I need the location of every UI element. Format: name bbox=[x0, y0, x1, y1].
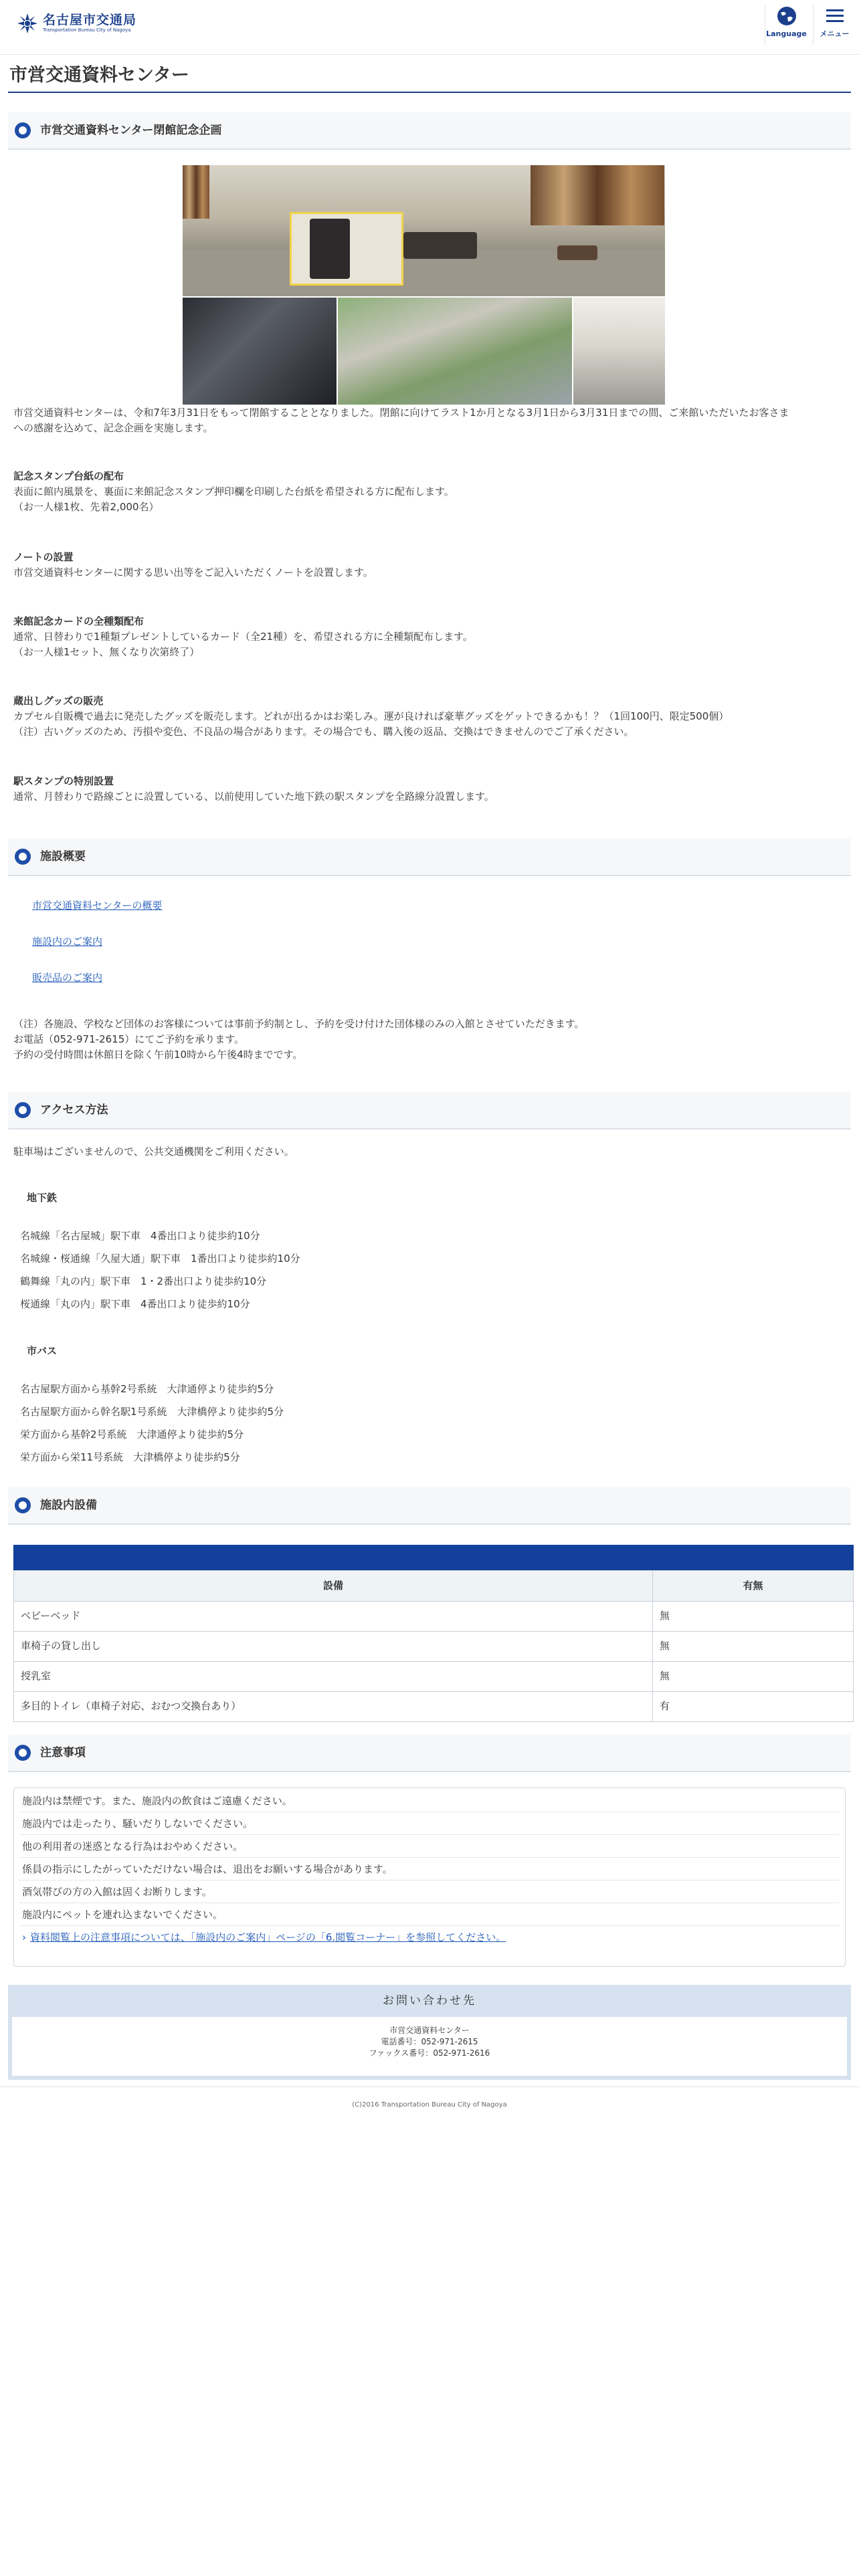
link-goods-guide[interactable]: 販売品のご案内 bbox=[32, 972, 103, 984]
equipment-name: 多目的トイレ（車椅子対応、おむつ交換台あり） bbox=[14, 1692, 653, 1722]
section-marker-icon bbox=[15, 1745, 31, 1761]
footer-divider bbox=[0, 2086, 859, 2087]
contact-title: お問い合わせ先 bbox=[383, 1994, 476, 2008]
section-marker-icon bbox=[15, 1497, 31, 1513]
table-row bbox=[14, 1602, 854, 1632]
parking-note: 駐車場はございませんので、公共交通機関をご利用ください。 bbox=[13, 1146, 294, 1158]
section-title: 注意事項 bbox=[40, 1745, 86, 1759]
bus-label: 市バス bbox=[27, 1345, 58, 1357]
site-header bbox=[0, 0, 859, 55]
section-heading-facilities bbox=[8, 1487, 851, 1525]
equipment-name: 授乳室 bbox=[14, 1662, 653, 1692]
bus-route: 栄方面から栄11号系統 大津橋停より徒歩約5分 bbox=[20, 1451, 240, 1463]
section-title: 市営交通資料センター閉館記念企画 bbox=[40, 123, 222, 137]
item-line: 表面に館内風景を、裏面に来館記念スタンプ押印欄を印刷した台紙を希望される方に配布します。 bbox=[13, 486, 454, 498]
item-line: 通常、月替わりで路線ごとに設置している、以前使用していた地下鉄の駅スタンプを全路線分設置します。 bbox=[13, 790, 494, 802]
subway-route: 鶴舞線「丸の内」駅下車 1・2番出口より徒歩約10分 bbox=[20, 1275, 267, 1287]
item-line: 通常、日替わりで1種類プレゼントしているカード（全21種）を、希望される方に全種類配布します。 bbox=[13, 631, 473, 643]
exhibit-photo-main bbox=[183, 165, 665, 296]
notice-item: 施設内は禁煙です。また、施設内の飲食はご遠慮ください。 bbox=[19, 1790, 840, 1812]
notice-box bbox=[13, 1788, 846, 1967]
table-row bbox=[14, 1662, 854, 1692]
col-availability: 有無 bbox=[653, 1571, 854, 1602]
table-row bbox=[14, 1632, 854, 1662]
subway-label: 地下鉄 bbox=[27, 1192, 58, 1204]
equipment-availability: 無 bbox=[653, 1602, 854, 1632]
logo-title: 名古屋市交通局 bbox=[43, 13, 137, 28]
item-title: 来館記念カードの全種類配布 bbox=[13, 615, 145, 627]
closing-intro-line-2: への感謝を込めて、記念企画を実施します。 bbox=[13, 422, 213, 434]
item-line: 市営交通資料センターに関する思い出等をご記入いただくノートを設置します。 bbox=[13, 566, 373, 578]
bus-route: 名古屋駅方面から基幹2号系統 大津通停より徒歩約5分 bbox=[20, 1383, 274, 1395]
col-equipment: 設備 bbox=[14, 1571, 653, 1602]
notice-item: 施設内にペットを連れ込まないでください。 bbox=[19, 1903, 840, 1926]
subway-route: 名城線「名古屋城」駅下車 4番出口より徒歩約10分 bbox=[20, 1230, 260, 1242]
section-marker-icon bbox=[15, 122, 31, 138]
notice-item: 酒気帯びの方の入館は固くお断りします。 bbox=[19, 1881, 840, 1903]
item-title: 記念スタンプ台紙の配布 bbox=[13, 470, 124, 482]
equipment-availability: 無 bbox=[653, 1662, 854, 1692]
exhibit-photo-diorama bbox=[338, 298, 572, 405]
item-line: カプセル自販機で過去に発売したグッズを販売します。どれが出るかはお楽しみ。運が良ければ豪華グッズをゲットできるかも！？（1回100円、限定500個） bbox=[13, 710, 729, 722]
link-facility-guide[interactable]: 施設内のご案内 bbox=[32, 936, 103, 948]
equipment-name: 車椅子の貸し出し bbox=[14, 1632, 653, 1662]
logo-mark-icon bbox=[16, 12, 39, 35]
reservation-phone: お電話（052-971-2615）にてご予約を承ります。 bbox=[13, 1033, 245, 1045]
item-title: ノートの設置 bbox=[13, 551, 74, 563]
contact-name: 市営交通資料センター bbox=[389, 2026, 470, 2035]
logo-subtitle: Transportation Bureau City of Nagoya bbox=[43, 27, 131, 33]
reservation-hours: 予約の受付時間は休館日を除く午前10時から午後4時までです。 bbox=[13, 1049, 303, 1061]
site-logo[interactable] bbox=[16, 12, 136, 35]
section-marker-icon bbox=[15, 1102, 31, 1118]
title-divider bbox=[8, 92, 851, 93]
section-heading-access bbox=[8, 1092, 851, 1130]
bus-route: 栄方面から基幹2号系統 大津通停より徒歩約5分 bbox=[20, 1428, 244, 1440]
section-title: アクセス方法 bbox=[40, 1103, 108, 1117]
item-title: 蔵出しグッズの販売 bbox=[13, 695, 104, 707]
contact-tel: 電話番号：052-971-2615 bbox=[381, 2037, 478, 2046]
item-title: 駅スタンプの特別設置 bbox=[13, 775, 114, 787]
closing-intro-line-1: 市営交通資料センターは、令和7年3月31日をもって閉館することとなりました。閉館に向けてラスト1か月となる3月1日から3月31日までの間、ご来館いただいたお客さま bbox=[13, 407, 789, 419]
section-heading-notes bbox=[8, 1735, 851, 1772]
equipment-availability: 無 bbox=[653, 1632, 854, 1662]
hamburger-icon bbox=[824, 5, 846, 27]
subway-route: 桜通線「丸の内」駅下車 4番出口より徒歩約10分 bbox=[20, 1298, 250, 1310]
item-line: （注）古いグッズのため、汚損や変色、不良品の場合があります。その場合でも、購入後の返品、交換はできませんのでご了承ください。 bbox=[13, 726, 634, 738]
language-label: Language bbox=[766, 29, 807, 38]
section-heading-closing bbox=[8, 112, 851, 150]
section-title: 施設概要 bbox=[40, 849, 86, 863]
table-header-row bbox=[14, 1571, 854, 1602]
globe-icon bbox=[776, 5, 797, 27]
copyright: (C)2016 Transportation Bureau City of Nagoya bbox=[352, 2101, 507, 2109]
language-button[interactable] bbox=[765, 5, 807, 45]
menu-button[interactable] bbox=[813, 5, 856, 45]
reservation-note: （注）各施設、学校など団体のお客様については事前予約制とし、予約を受け付けた団体様のみの入館とさせていただきます。 bbox=[13, 1018, 585, 1030]
equipment-name: ベビーベッド bbox=[14, 1602, 653, 1632]
notice-item: 他の利用者の迷惑となる行為はおやめください。 bbox=[19, 1835, 840, 1858]
section-heading-overview bbox=[8, 839, 851, 876]
subway-route: 名城線・桜通線「久屋大通」駅下車 1番出口より徒歩約10分 bbox=[20, 1253, 300, 1265]
exhibit-photo-device bbox=[573, 298, 665, 405]
page-title: 市営交通資料センター bbox=[9, 65, 189, 86]
table-header-bar bbox=[13, 1545, 854, 1570]
viewing-notes-link[interactable]: 資料閲覧上の注意事項については、「施設内のご案内」ページの「6.閲覧コーナー」を参照してください。 bbox=[30, 1931, 506, 1943]
section-title: 施設内設備 bbox=[40, 1498, 97, 1512]
menu-label: メニュー bbox=[820, 29, 850, 38]
bus-route: 名古屋駅方面から幹名駅1号系統 大津橋停より徒歩約5分 bbox=[20, 1406, 284, 1418]
contact-fax: ファックス番号：052-971-2616 bbox=[369, 2048, 490, 2058]
item-line: （お一人様1セット、無くなり次第終了） bbox=[13, 646, 200, 658]
notice-link-row bbox=[19, 1926, 840, 1949]
equipment-availability: 有 bbox=[653, 1692, 854, 1722]
link-center-overview[interactable]: 市営交通資料センターの概要 bbox=[32, 899, 163, 911]
facilities-table bbox=[13, 1545, 854, 1722]
contact-box bbox=[8, 1985, 851, 2080]
notice-item: 係員の指示にしたがっていただけない場合は、退出をお願いする場合があります。 bbox=[19, 1858, 840, 1881]
section-marker-icon bbox=[15, 849, 31, 865]
chevron-right-icon: › bbox=[22, 1931, 26, 1943]
item-line: （お一人様1枚、先着2,000名） bbox=[13, 501, 159, 513]
exhibit-photo-cab bbox=[183, 298, 337, 405]
notice-item: 施設内では走ったり、騒いだりしないでください。 bbox=[19, 1812, 840, 1835]
table-row bbox=[14, 1692, 854, 1722]
contact-body bbox=[12, 2017, 847, 2076]
